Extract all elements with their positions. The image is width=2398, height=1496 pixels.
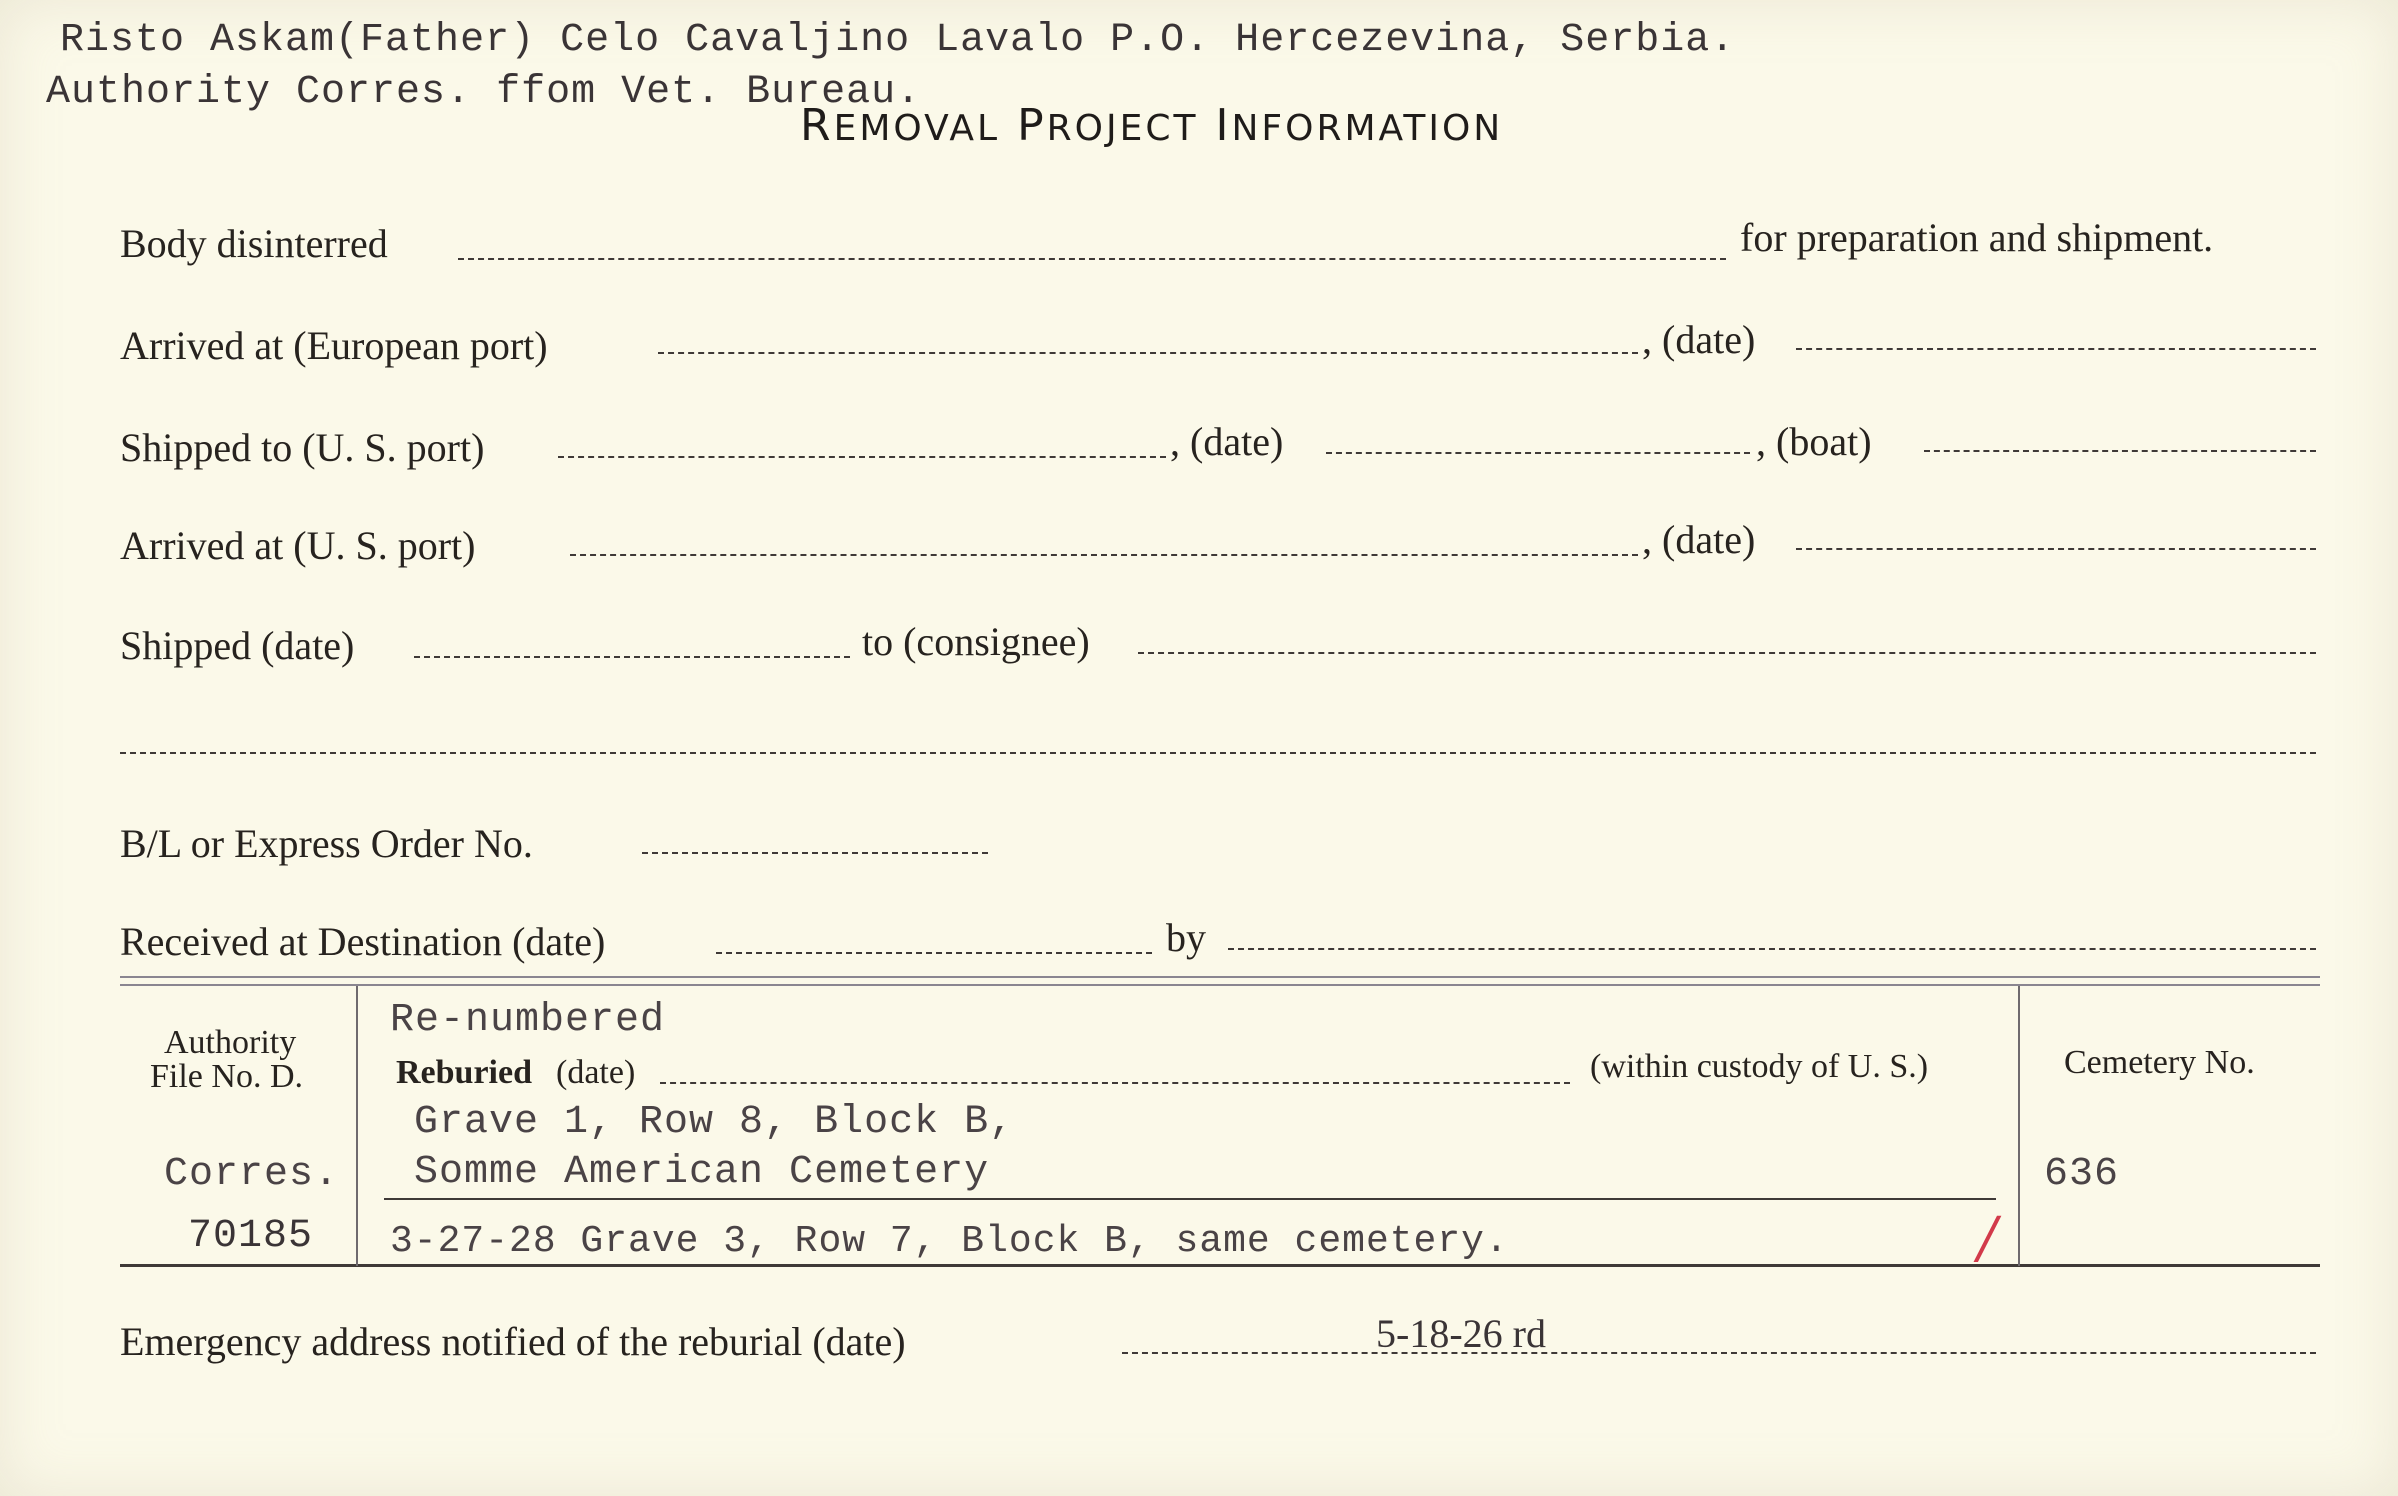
- renumbered-typed: Re-numbered: [390, 998, 666, 1043]
- form-title: [800, 100, 1503, 151]
- shipped-us-port-label: Shipped to (U. S. port): [120, 425, 485, 470]
- reburied-date-label: (date): [556, 1054, 636, 1091]
- table-top-rule: [120, 976, 2320, 978]
- received-by-label: by: [1166, 915, 1206, 960]
- corres-typed: Corres.: [164, 1152, 340, 1197]
- file-no-label: File No. D.: [150, 1058, 303, 1095]
- shipped-date-label: Shipped (date): [120, 623, 355, 668]
- custody-label: (within custody of U. S.): [1590, 1048, 1929, 1085]
- emergency-address-label: Emergency address notified of the reburial (date): [120, 1319, 906, 1364]
- to-consignee-line: [1138, 652, 2316, 654]
- arrived-european-date-line: [1796, 348, 2316, 350]
- typed-address-line: Risto Askam(Father) Celo Cavaljino Lavalo P.O. Hercezevina, Serbia.: [60, 18, 1736, 63]
- to-consignee-label: to (consignee): [862, 619, 1090, 664]
- table-top-rule-double: [120, 984, 2320, 986]
- arrived-us-date-label: , (date): [1642, 517, 1756, 562]
- arrived-us-port-label: Arrived at (U. S. port): [120, 523, 476, 568]
- title-initial-p: P: [1017, 100, 1047, 151]
- shipped-us-date-line: [1326, 452, 1750, 454]
- table-divider-left: [356, 986, 358, 1266]
- shipped-us-boat-label: , (boat): [1756, 419, 1872, 464]
- bl-express-order-label: B/L or Express Order No.: [120, 821, 533, 866]
- arrived-european-port-label: Arrived at (European port): [120, 323, 548, 368]
- title-project: ROJECT: [1046, 108, 1199, 149]
- arrived-us-date-line: [1796, 548, 2316, 550]
- emergency-date-line: [1122, 1352, 2316, 1354]
- received-by-line: [1228, 948, 2316, 950]
- grave-line2-typed: Somme American Cemetery: [414, 1150, 990, 1195]
- received-destination-label: Received at Destination (date): [120, 919, 606, 964]
- reburied-date-line: [660, 1082, 1570, 1084]
- red-check-mark: /: [1978, 1206, 1997, 1271]
- cemetery-number-typed: 636: [2044, 1152, 2120, 1197]
- notified-date-value: 5-18-26 rd: [1376, 1311, 1546, 1356]
- body-disinterred-label: Body disinterred: [120, 221, 388, 266]
- table-divider-right: [2018, 986, 2020, 1266]
- title-information: NFORMATION: [1231, 108, 1504, 149]
- grave-line1-typed: Grave 1, Row 8, Block B,: [414, 1100, 1015, 1145]
- arrived-european-date-label: , (date): [1642, 317, 1756, 362]
- shipped-us-boat-line: [1924, 450, 2316, 452]
- arrived-european-port-line: [658, 352, 1638, 354]
- title-removal: EMOVAL: [833, 108, 1001, 149]
- title-initial-i: I: [1215, 100, 1232, 151]
- shipped-date-line: [414, 656, 850, 658]
- cemetery-no-label: Cemetery No.: [2064, 1044, 2255, 1081]
- shipped-us-port-line: [558, 456, 1166, 458]
- received-destination-line: [716, 952, 1152, 954]
- title-initial-r: R: [800, 100, 834, 151]
- reburied-label: Reburied: [396, 1054, 532, 1091]
- arrived-us-port-line: [570, 554, 1638, 556]
- shipped-us-date-label: , (date): [1170, 419, 1284, 464]
- authority-label: Authority: [164, 1024, 297, 1061]
- typed-authority-line: Authority Corres. ffom Vet. Bureau.: [46, 70, 922, 115]
- consignee-continuation-line: [120, 752, 2316, 754]
- for-preparation-label: for preparation and shipment.: [1740, 215, 2214, 260]
- file-number-typed: 70185: [188, 1214, 314, 1259]
- rebury-entry-typed: 3-27-28 Grave 3, Row 7, Block B, same cemetery.: [390, 1220, 1509, 1263]
- reburied-entry-rule: [384, 1198, 1996, 1200]
- bl-express-order-line: [642, 852, 988, 854]
- body-disinterred-line: [458, 258, 1726, 260]
